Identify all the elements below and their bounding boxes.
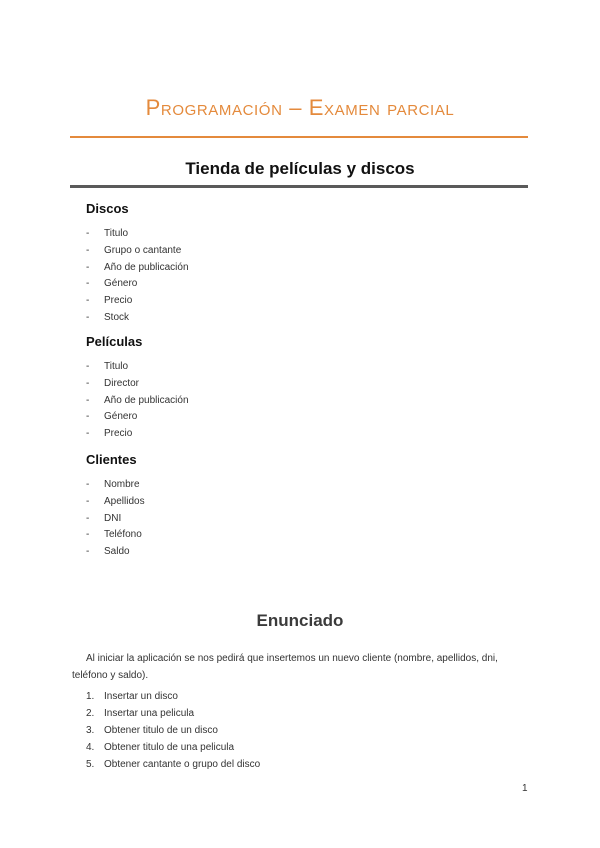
document-title: Tienda de películas y discos: [185, 159, 415, 178]
option-number: 4.: [86, 742, 95, 753]
list-item: [86, 544, 145, 561]
list-marker: -: [86, 295, 90, 307]
list-item-label: Nombre: [104, 479, 140, 490]
list-item-label: Género: [104, 278, 138, 290]
header-divider: [70, 136, 528, 138]
title-divider: [70, 185, 528, 188]
list-item-label: Grupo o cantante: [104, 244, 182, 256]
list-item: [86, 276, 189, 293]
option-number: 5.: [86, 759, 95, 770]
list-marker: -: [86, 495, 90, 507]
options-list: [86, 688, 260, 773]
page-number: 1: [522, 783, 528, 794]
list-item-label: Precio: [104, 295, 133, 307]
list-item: [86, 527, 145, 544]
list-marker: -: [86, 479, 90, 490]
attribute-list: [86, 226, 189, 327]
section-peliculas: [86, 333, 189, 443]
list-marker: -: [86, 512, 90, 524]
section-heading: Películas: [86, 334, 143, 349]
section-discos: [86, 200, 189, 327]
list-item: [86, 376, 189, 393]
option-label: Insertar una pelicula: [104, 708, 195, 719]
option-label: Obtener cantante o grupo del disco: [104, 759, 261, 770]
option-label: Insertar un disco: [104, 691, 178, 702]
list-item: [86, 310, 189, 327]
page-header-title: Programación – Examen parcial: [145, 95, 455, 120]
option-item: [86, 756, 260, 773]
list-item: [86, 293, 189, 310]
list-item-label: Titulo: [104, 228, 129, 239]
list-item: [86, 243, 189, 260]
option-number: 3.: [86, 725, 95, 736]
list-marker: -: [86, 394, 90, 406]
option-label: Obtener titulo de una pelicula: [104, 742, 235, 753]
option-item: [86, 688, 260, 705]
list-marker: -: [86, 411, 90, 423]
option-label: Obtener titulo de un disco: [104, 725, 218, 736]
list-item-label: Saldo: [104, 546, 130, 558]
list-item: [86, 494, 145, 511]
enunciado-paragraph: Al iniciar la aplicación se nos pedirá que insertemos un nuevo cliente (nombre, apellidos, dni, teléfono y saldo).: [72, 653, 498, 681]
list-item: [86, 393, 189, 410]
option-item: [86, 739, 260, 756]
list-item-label: Apellidos: [104, 495, 145, 507]
list-item-label: Año de publicación: [104, 394, 189, 406]
enunciado-heading: Enunciado: [256, 611, 344, 630]
list-item-label: Titulo: [104, 361, 129, 372]
list-marker: -: [86, 311, 90, 323]
list-marker: -: [86, 529, 90, 541]
list-item: [86, 477, 145, 494]
list-marker: -: [86, 428, 90, 440]
list-item-label: Precio: [104, 428, 133, 440]
list-item: [86, 409, 189, 426]
list-item: [86, 426, 189, 443]
list-marker: -: [86, 261, 90, 273]
list-item: [86, 511, 145, 528]
list-item-label: Director: [104, 377, 140, 389]
option-item: [86, 705, 260, 722]
option-number: 1.: [86, 691, 95, 702]
list-marker: -: [86, 546, 90, 558]
option-item: [86, 722, 260, 739]
list-item: [86, 359, 189, 376]
list-marker: -: [86, 377, 90, 389]
list-item-label: Teléfono: [104, 529, 142, 541]
list-item-label: DNI: [104, 512, 122, 524]
list-item-label: Stock: [104, 311, 130, 323]
list-marker: -: [86, 228, 90, 239]
list-marker: -: [86, 244, 90, 256]
list-item: [86, 260, 189, 277]
attribute-list: [86, 359, 189, 443]
list-item-label: Año de publicación: [104, 261, 189, 273]
section-clientes: [86, 451, 145, 561]
list-marker: -: [86, 361, 90, 372]
list-marker: -: [86, 278, 90, 290]
option-number: 2.: [86, 708, 95, 719]
section-heading: Clientes: [86, 452, 137, 467]
list-item: [86, 226, 189, 243]
list-item-label: Género: [104, 411, 138, 423]
section-heading: Discos: [86, 201, 129, 216]
attribute-list: [86, 477, 145, 561]
